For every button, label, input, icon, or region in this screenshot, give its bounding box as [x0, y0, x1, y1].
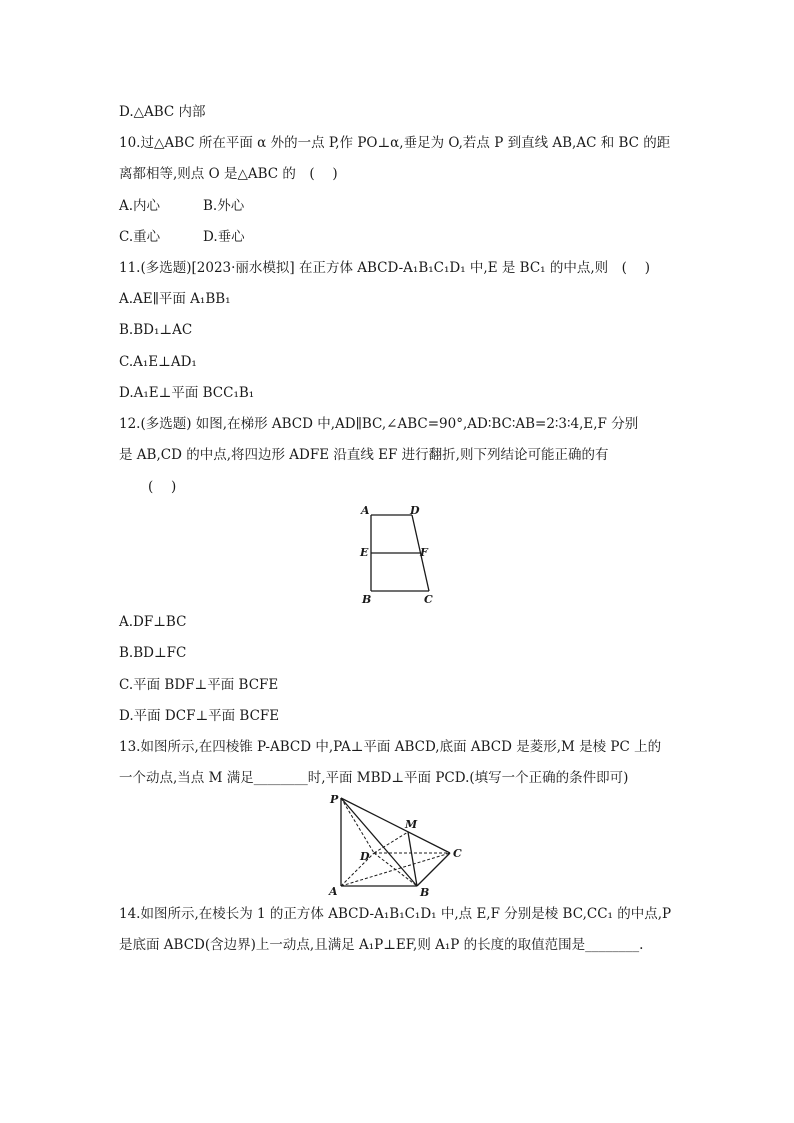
label-a: A	[329, 885, 338, 898]
q10-stem-line1: 10.过△ABC 所在平面 α 外的一点 P,作 PO⊥α,垂足为 O,若点 P 到直线 AB,AC 和 BC 的距	[119, 135, 671, 151]
q13-stem-line1: 13.如图所示,在四棱锥 P-ABCD 中,PA⊥平面 ABCD,底面 ABCD 是菱形,M 是棱 PC 上的	[119, 739, 662, 755]
label-e: E	[360, 546, 369, 559]
q10-stem-line2: 离都相等,则点 O 是△ABC 的 ( )	[119, 166, 338, 182]
q12-option-c: C.平面 BDF⊥平面 BCFE	[119, 677, 279, 693]
q12-stem-line2: 是 AB,CD 的中点,将四边形 ADFE 沿直线 EF 进行翻折,则下列结论可能正确的有	[119, 447, 609, 463]
q10-option-b: B.外心	[203, 198, 245, 214]
q11-option-b: B.BD₁⊥AC	[119, 322, 193, 338]
q12-stem-line3: ( )	[148, 479, 177, 495]
q13-pyramid-figure	[322, 790, 472, 898]
q14-stem-line2: 是底面 ABCD(含边界)上一动点,且满足 A₁P⊥EF,则 A₁P 的长度的取值范围是________.	[119, 937, 644, 953]
label-m: M	[405, 818, 418, 831]
q12-trapezoid-figure	[352, 500, 442, 608]
label-b: B	[362, 593, 372, 606]
label-c: C	[453, 847, 462, 860]
q10-option-a: A.内心	[119, 198, 161, 214]
q11-option-d: D.A₁E⊥平面 BCC₁B₁	[119, 385, 255, 401]
q11-option-c: C.A₁E⊥AD₁	[119, 354, 197, 370]
q12-option-d: D.平面 DCF⊥平面 BCFE	[119, 708, 280, 724]
q14-stem-line1: 14.如图所示,在棱长为 1 的正方体 ABCD-A₁B₁C₁D₁ 中,点 E,F 分别是棱 BC,CC₁ 的中点,P	[119, 906, 672, 922]
q11-option-a: A.AE∥平面 A₁BB₁	[119, 291, 231, 307]
label-d: D	[360, 850, 370, 863]
q12-option-b: B.BD⊥FC	[119, 645, 187, 661]
q9-option-d: D.△ABC 内部	[119, 104, 206, 120]
label-a: A	[361, 504, 370, 517]
q12-option-a: A.DF⊥BC	[119, 614, 187, 630]
q10-options-row1	[119, 197, 160, 215]
q11-stem: 11.(多选题)[2023·丽水模拟] 在正方体 ABCD-A₁B₁C₁D₁ 中,E 是 BC₁ 的中点,则 ( )	[119, 260, 650, 276]
q10-option-c: C.重心	[119, 229, 161, 245]
label-p: P	[330, 793, 339, 806]
q12-stem-line1: 12.(多选题) 如图,在梯形 ABCD 中,AD∥BC,∠ABC=90°,AD∶BC∶AB=2∶3∶4,E,F 分别	[119, 416, 639, 432]
edge-pb	[341, 798, 417, 886]
label-f: F	[420, 546, 428, 559]
label-c: C	[424, 593, 433, 606]
label-b: B	[420, 886, 430, 898]
q10-option-d: D.垂心	[203, 229, 245, 245]
label-d: D	[410, 504, 420, 517]
q13-stem-line2: 一个动点,当点 M 满足________时,平面 MBD⊥平面 PCD.(填写一个正确的条件即可)	[119, 770, 629, 786]
